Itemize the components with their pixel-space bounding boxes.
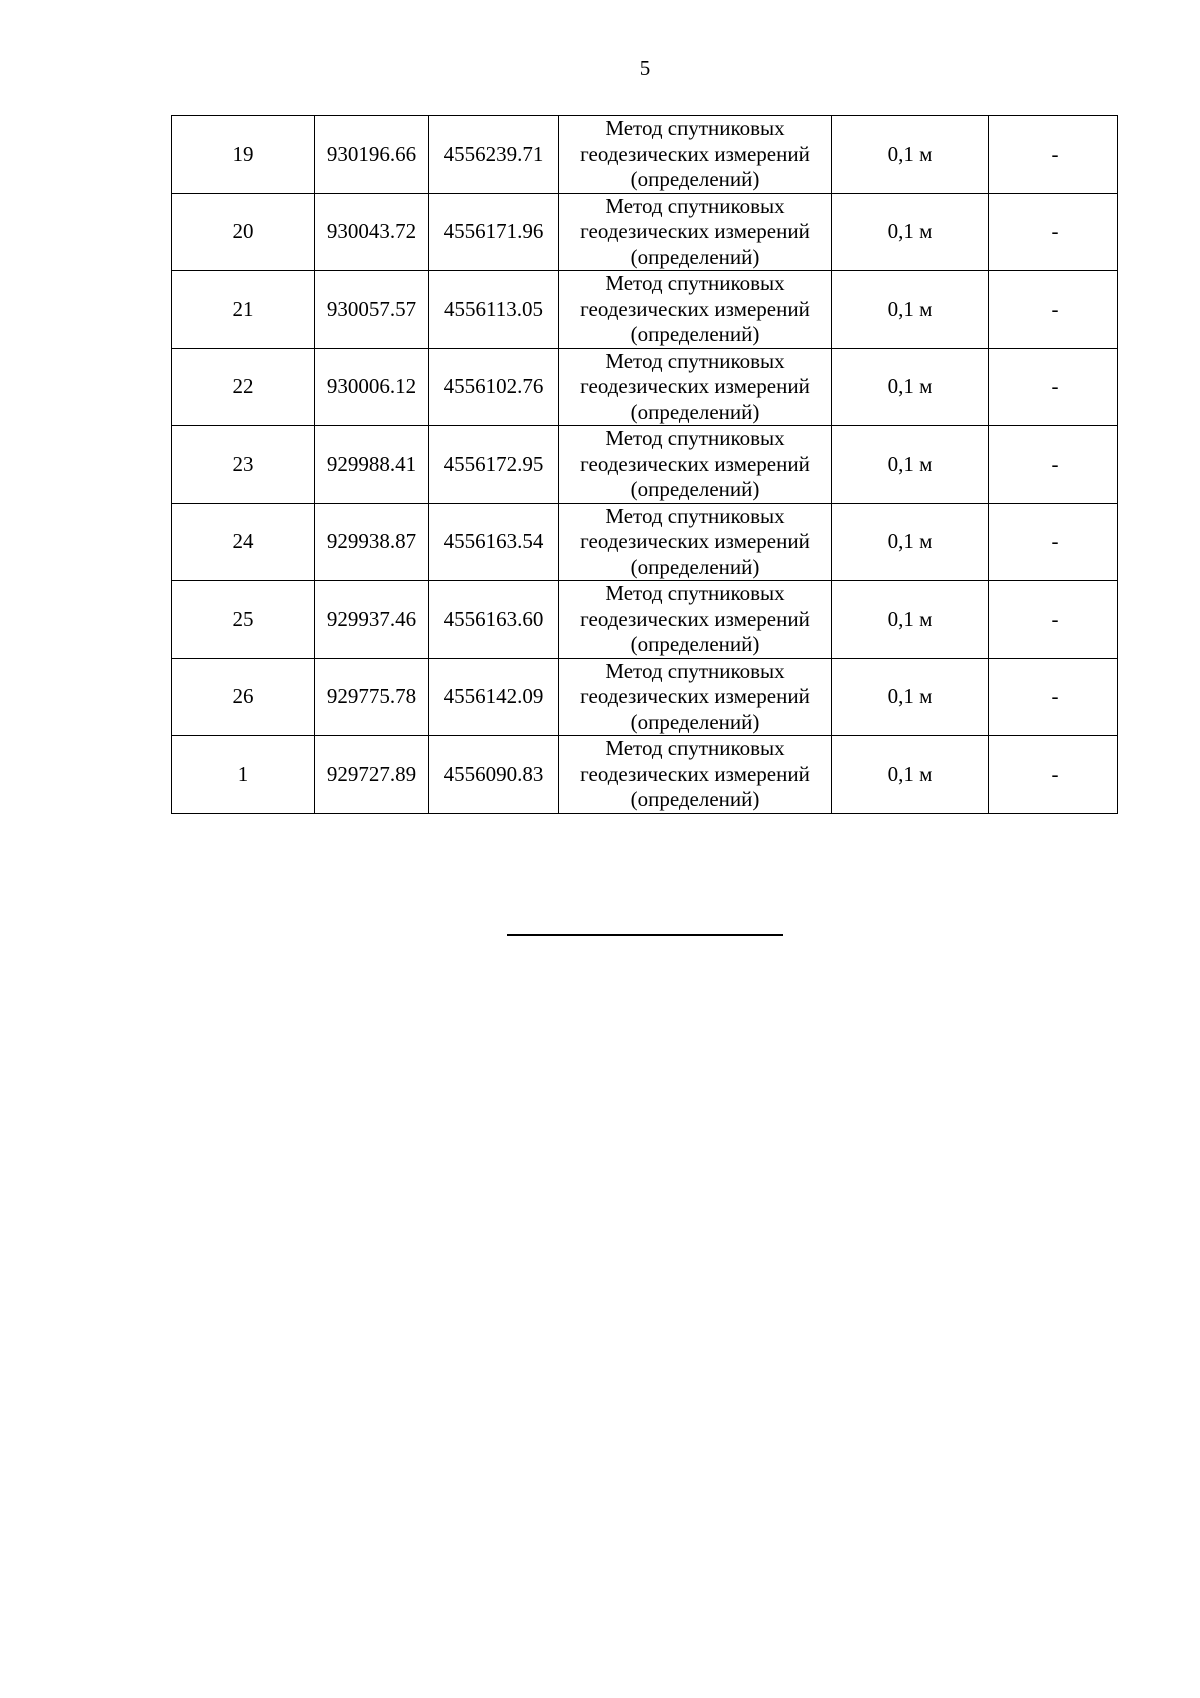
- precision-cell: 0,1 м: [832, 193, 989, 271]
- y-coordinate-cell: 4556142.09: [429, 658, 559, 736]
- description-cell: -: [989, 581, 1118, 659]
- description-cell: -: [989, 503, 1118, 581]
- method-cell: Метод спутниковых геодезических измерений (определений): [559, 193, 832, 271]
- y-coordinate-cell: 4556102.76: [429, 348, 559, 426]
- x-coordinate-cell: 929775.78: [315, 658, 429, 736]
- precision-cell: 0,1 м: [832, 348, 989, 426]
- table-row: [172, 193, 1118, 271]
- x-coordinate-cell: 929937.46: [315, 581, 429, 659]
- description-cell: -: [989, 348, 1118, 426]
- point-number-cell: 25: [172, 581, 315, 659]
- point-number-cell: 26: [172, 658, 315, 736]
- x-coordinate-cell: 930057.57: [315, 271, 429, 349]
- point-number-cell: 21: [172, 271, 315, 349]
- precision-cell: 0,1 м: [832, 426, 989, 504]
- x-coordinate-cell: 929988.41: [315, 426, 429, 504]
- point-number-cell: 24: [172, 503, 315, 581]
- precision-cell: 0,1 м: [832, 658, 989, 736]
- method-cell: Метод спутниковых геодезических измерений (определений): [559, 736, 832, 814]
- table-row: [172, 426, 1118, 504]
- precision-cell: 0,1 м: [832, 581, 989, 659]
- method-cell: Метод спутниковых геодезических измерений (определений): [559, 581, 832, 659]
- description-cell: -: [989, 658, 1118, 736]
- table-row: [172, 271, 1118, 349]
- method-cell: Метод спутниковых геодезических измерений (определений): [559, 426, 832, 504]
- description-cell: -: [989, 426, 1118, 504]
- y-coordinate-cell: 4556113.05: [429, 271, 559, 349]
- table-row: [172, 581, 1118, 659]
- table-row: [172, 503, 1118, 581]
- point-number-cell: 20: [172, 193, 315, 271]
- description-cell: -: [989, 193, 1118, 271]
- x-coordinate-cell: 930006.12: [315, 348, 429, 426]
- y-coordinate-cell: 4556239.71: [429, 116, 559, 194]
- description-cell: -: [989, 736, 1118, 814]
- point-number-cell: 19: [172, 116, 315, 194]
- description-cell: -: [989, 116, 1118, 194]
- precision-cell: 0,1 м: [832, 271, 989, 349]
- y-coordinate-cell: 4556163.60: [429, 581, 559, 659]
- x-coordinate-cell: 929727.89: [315, 736, 429, 814]
- method-cell: Метод спутниковых геодезических измерений (определений): [559, 348, 832, 426]
- method-cell: Метод спутниковых геодезических измерений (определений): [559, 503, 832, 581]
- method-cell: Метод спутниковых геодезических измерений (определений): [559, 271, 832, 349]
- table-row: [172, 658, 1118, 736]
- precision-cell: 0,1 м: [832, 503, 989, 581]
- precision-cell: 0,1 м: [832, 116, 989, 194]
- table-row: [172, 116, 1118, 194]
- point-number-cell: 22: [172, 348, 315, 426]
- description-cell: -: [989, 271, 1118, 349]
- method-cell: Метод спутниковых геодезических измерений (определений): [559, 116, 832, 194]
- document-end-rule: [507, 934, 783, 936]
- coordinates-table: [171, 115, 1118, 814]
- y-coordinate-cell: 4556163.54: [429, 503, 559, 581]
- precision-cell: 0,1 м: [832, 736, 989, 814]
- y-coordinate-cell: 4556172.95: [429, 426, 559, 504]
- y-coordinate-cell: 4556171.96: [429, 193, 559, 271]
- table-row: [172, 348, 1118, 426]
- x-coordinate-cell: 930196.66: [315, 116, 429, 194]
- x-coordinate-cell: 929938.87: [315, 503, 429, 581]
- table-row: [172, 736, 1118, 814]
- method-cell: Метод спутниковых геодезических измерений (определений): [559, 658, 832, 736]
- x-coordinate-cell: 930043.72: [315, 193, 429, 271]
- point-number-cell: 23: [172, 426, 315, 504]
- point-number-cell: 1: [172, 736, 315, 814]
- y-coordinate-cell: 4556090.83: [429, 736, 559, 814]
- page-number: 5: [639, 56, 651, 80]
